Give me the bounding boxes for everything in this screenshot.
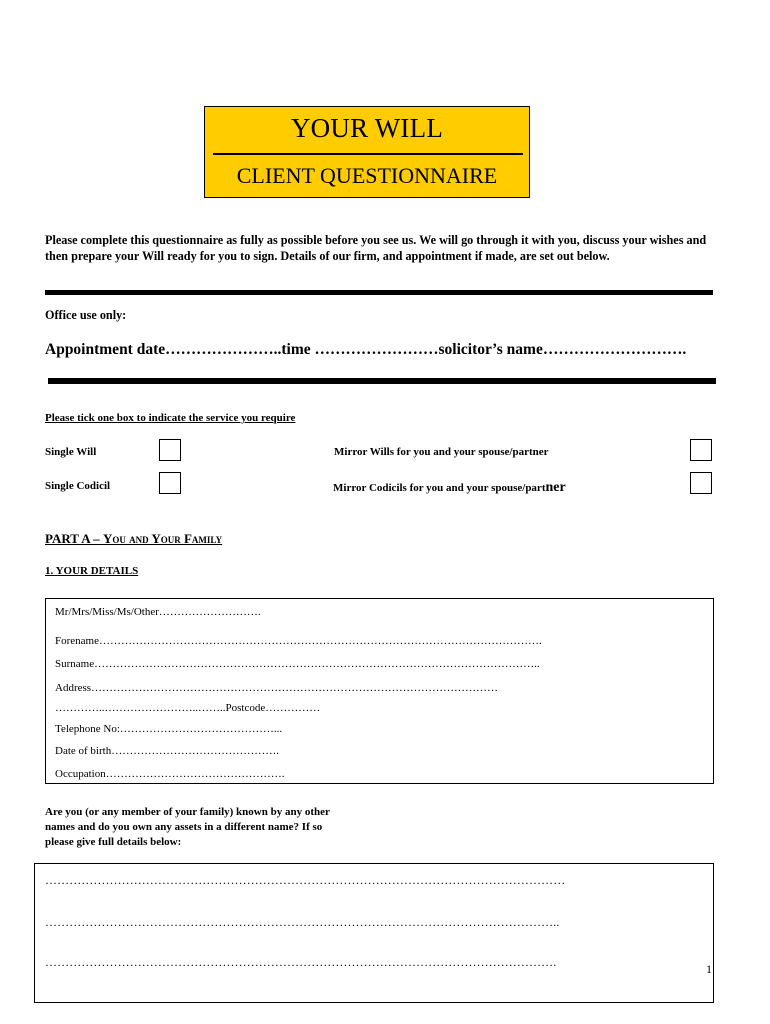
office-use-label: Office use only:: [45, 308, 127, 322]
other-names-line[interactable]: …………………………………………………………………………………………………………………: [45, 873, 566, 887]
title-field[interactable]: Mr/Mrs/Miss/Ms/Other……………………….: [55, 606, 261, 618]
mirror-codicils-label-tail: ner: [545, 480, 566, 495]
document-title: YOUR WILL: [290, 113, 444, 143]
title-divider: [213, 153, 523, 155]
address-postcode-field[interactable]: …………..……………………..……..Postcode……………: [55, 702, 321, 714]
intro-paragraph: Please complete this questionnaire as fully as possible before you see us. We will go through it with you, discuss your wishes and then prepare your Will ready for you to sign. Details of our firm, and appointment if made, are set out below.: [45, 233, 707, 263]
mirror-codicils-checkbox[interactable]: [690, 472, 712, 494]
part-a-title: You and Your Family: [102, 531, 223, 546]
other-names-box: [34, 863, 714, 1003]
occupation-field[interactable]: Occupation………………………………………….: [55, 768, 285, 780]
other-names-question: Are you (or any member of your family) known by any other names and do you own any assets in a different name? If so please give full details below:: [45, 806, 330, 848]
your-details-heading: 1. YOUR DETAILS: [45, 565, 139, 577]
other-names-line[interactable]: ………………………………………………………………………………………………………………..: [45, 915, 560, 929]
surname-field[interactable]: Surname…………………………………………………………………………………………………………..: [55, 658, 540, 670]
mirror-codicils-label-main: Mirror Codicils for you and your spouse/part: [333, 482, 546, 494]
single-codicil-label: Single Codicil: [45, 480, 111, 492]
single-will-checkbox[interactable]: [159, 439, 181, 461]
other-names-line[interactable]: ……………………………………………………………………………………………………………….: [45, 955, 557, 969]
service-instruction: Please tick one box to indicate the service you require: [45, 412, 296, 424]
mirror-wills-label: Mirror Wills for you and your spouse/partner: [334, 446, 549, 458]
document-subtitle: CLIENT QUESTIONNAIRE: [236, 163, 498, 188]
telephone-field[interactable]: Telephone No:……………………………………...: [55, 723, 283, 735]
appointment-line: Appointment date…………………..time ……………………solicitor’s name……………………….: [45, 341, 687, 358]
section-divider: [48, 378, 716, 384]
page-number: 1: [706, 962, 712, 976]
single-will-label: Single Will: [45, 446, 97, 458]
single-codicil-checkbox[interactable]: [159, 472, 181, 494]
title-box: [204, 106, 530, 198]
date-of-birth-field[interactable]: Date of birth……………………………………….: [55, 745, 279, 757]
part-a-prefix: PART A –: [45, 531, 103, 546]
part-a-heading: [45, 531, 222, 547]
forename-field[interactable]: Forename………………………………………………………………………………………………………….: [55, 635, 542, 647]
section-divider: [45, 290, 713, 295]
mirror-wills-checkbox[interactable]: [690, 439, 712, 461]
address-field[interactable]: Address…………………………………………………………………………………………………: [55, 682, 499, 694]
mirror-codicils-label: [333, 480, 566, 496]
your-details-box: [45, 598, 714, 784]
